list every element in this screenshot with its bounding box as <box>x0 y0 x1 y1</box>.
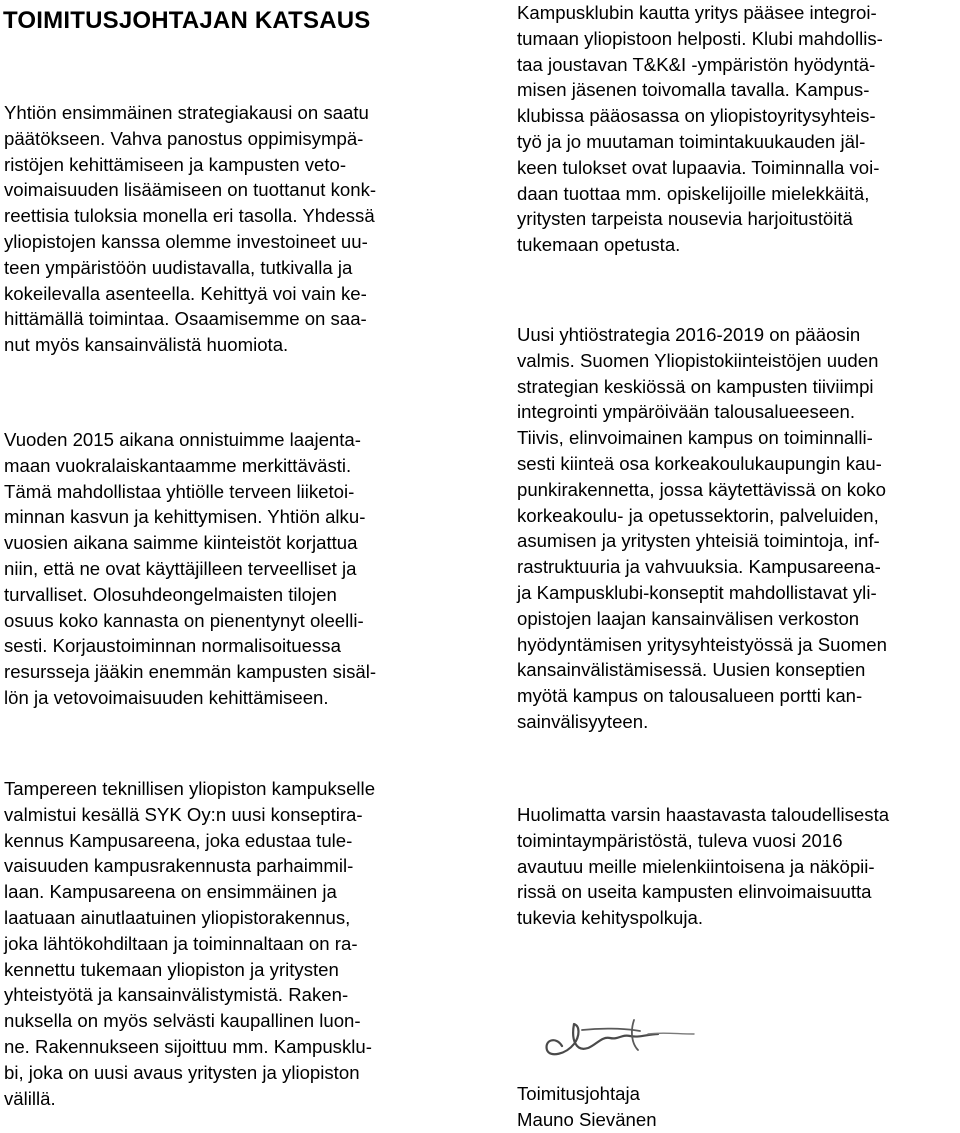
text-line: avautuu meille mielenkiintoisena ja näköpii- <box>517 855 875 877</box>
text-line: kokeilevalla asenteella. Kehittyä voi vain ke- <box>4 282 367 304</box>
text-line: minnan kasvun ja kehittymisen. Yhtiön alku- <box>4 506 366 528</box>
text-line: valmistui kesällä SYK Oy:n uusi konseptira- <box>4 803 363 825</box>
text-line: tukemaan opetusta. <box>517 234 681 256</box>
paragraph-kampusareena <box>4 776 375 1111</box>
text-line: strategian keskiössä on kampusten tiiviimpi <box>517 375 874 397</box>
text-line: teen ympäristöön uudistavalla, tutkivalla ja <box>4 256 353 278</box>
text-line: vuosien aikana saimme kiinteistöt korjattua <box>4 532 358 554</box>
text-line: maan vuokralaiskantaamme merkittävästi. <box>4 454 352 476</box>
text-line: taa joustavan T&K&I -ympäristön hyödyntä- <box>517 53 876 75</box>
text-line: valmis. Suomen Yliopistokiinteistöjen uuden <box>517 349 879 371</box>
paragraph-new-strategy <box>517 322 887 735</box>
text-line: keen tulokset ovat lupaavia. Toiminnalla voi- <box>517 156 880 178</box>
text-line: Mauno Sievänen <box>517 1108 657 1130</box>
text-line: nuksella on myös selvästi kaupallinen luon- <box>4 1010 361 1032</box>
text-line: klubissa pääosassa on yliopistoyritysyhteis- <box>517 105 876 127</box>
text-line: laatuaan ainutlaatuinen yliopistorakennus, <box>4 906 351 928</box>
text-line: yliopistojen kanssa olemme investoineet uu- <box>4 230 368 252</box>
text-line: turvalliset. Olosuhdeongelmaisten tilojen <box>4 583 337 605</box>
text-line: nut myös kansainvälistä huomiota. <box>4 334 289 356</box>
text-line: laan. Kampusareena on ensimmäinen ja <box>4 881 337 903</box>
text-line: asumisen ja yritysten yhteisiä toimintoja, inf- <box>517 530 880 552</box>
paragraph-strategy-period <box>4 100 376 358</box>
text-line: hyödyntämisen yritysyhteistyössä ja Suomen <box>517 633 887 655</box>
text-line: Kampusklubin kautta yritys pääsee integroi- <box>517 2 877 23</box>
page-title: TOIMITUSJOHTAJAN KATSAUS <box>3 7 371 34</box>
text-line: tumaan yliopistoon helposti. Klubi mahdollis- <box>517 27 883 49</box>
paragraph-tenant-growth <box>4 427 376 711</box>
text-line: hittämällä toimintaa. Osaamisemme on saa- <box>4 308 367 330</box>
signature-image <box>522 1000 722 1068</box>
text-line: rastruktuuria ja vahvuuksia. Kampusareena- <box>517 556 881 578</box>
text-line: bi, joka on uusi avaus yritysten ja yliopiston <box>4 1061 360 1083</box>
text-line: sesti. Korjaustoiminnan normalisoituessa <box>4 635 341 657</box>
text-line: ne. Rakennukseen sijoittuu mm. Kampusklu- <box>4 1035 372 1057</box>
text-line: Toimitusjohtaja <box>517 1083 640 1104</box>
text-line: päätökseen. Vahva panostus oppimisympä- <box>4 127 364 149</box>
text-line: opistojen laajan kansainvälisen verkoston <box>517 607 860 629</box>
paragraph-outlook-2016 <box>517 802 889 931</box>
text-line: ristöjen kehittämiseen ja kampusten veto- <box>4 153 347 175</box>
text-line: myötä kampus on talousalueen portti kan- <box>517 685 863 707</box>
text-line: niin, että ne ovat käyttäjilleen terveelliset ja <box>4 557 357 579</box>
text-line: Tiivis, elinvoimainen kampus on toiminnalli- <box>517 427 873 449</box>
text-line: joka lähtökohdiltaan ja toiminnaltaan on ra- <box>4 932 358 954</box>
text-line: kennettu tukemaan yliopiston ja yritysten <box>4 958 339 980</box>
text-line: sainvälisyyteen. <box>517 710 649 732</box>
text-line: Vuoden 2015 aikana onnistuimme laajenta- <box>4 429 361 450</box>
text-line: osuus koko kannasta on pienentynyt oleelli- <box>4 609 364 631</box>
text-line: rissä on useita kampusten elinvoimaisuutta <box>517 881 872 903</box>
text-line: vaisuuden kampusrakennusta parhaimmil- <box>4 855 354 877</box>
text-line: sesti kiinteä osa korkeakoulukaupungin kau- <box>517 452 882 474</box>
text-line: reettisia tuloksia monella eri tasolla. Yhdessä <box>4 205 375 227</box>
text-line: yritysten tarpeista nousevia harjoitustöitä <box>517 208 853 230</box>
text-line: kennus Kampusareena, joka edustaa tule- <box>4 829 353 851</box>
text-line: daan tuottaa mm. opiskelijoille mielekkäitä, <box>517 182 870 204</box>
text-line: työ ja jo muutaman toimintakuukauden jäl- <box>517 130 866 152</box>
text-line: yhteistyötä ja kansainvälistymistä. Raken- <box>4 984 349 1006</box>
text-line: resursseja jääkin enemmän kampusten sisäl- <box>4 661 377 683</box>
text-line: Uusi yhtiöstrategia 2016-2019 on pääosin <box>517 324 861 345</box>
signature-caption <box>517 1081 657 1133</box>
text-line: korkeakoulu- ja opetussektorin, palveluiden, <box>517 504 879 526</box>
text-line: Huolimatta varsin haastavasta taloudellisesta <box>517 804 890 825</box>
text-line: tukevia kehityspolkuja. <box>517 907 704 929</box>
text-line: voimaisuuden lisäämiseen on tuottanut konk- <box>4 179 377 201</box>
text-line: välillä. <box>4 1087 56 1109</box>
text-line: toimintaympäristöstä, tuleva vuosi 2016 <box>517 829 843 851</box>
text-line: ja Kampusklubi-konseptit mahdollistavat yli- <box>517 581 877 603</box>
text-line: lön ja vetovoimaisuuden kehittämiseen. <box>4 686 329 708</box>
text-line: Tampereen teknillisen yliopiston kampukselle <box>4 778 376 799</box>
text-line: Yhtiön ensimmäinen strategiakausi on saatu <box>4 102 369 123</box>
text-line: Tämä mahdollistaa yhtiölle terveen liiketoi- <box>4 480 355 502</box>
text-line: kansainvälistämisessä. Uusien konseptien <box>517 659 866 681</box>
text-line: misen jäsenen toivomalla tavalla. Kampus- <box>517 79 870 101</box>
text-line: integrointi ympäröivään talousalueeseen. <box>517 401 856 423</box>
paragraph-kampusklubi <box>517 0 883 258</box>
text-line: punkirakennetta, jossa käytettävissä on koko <box>517 478 886 500</box>
